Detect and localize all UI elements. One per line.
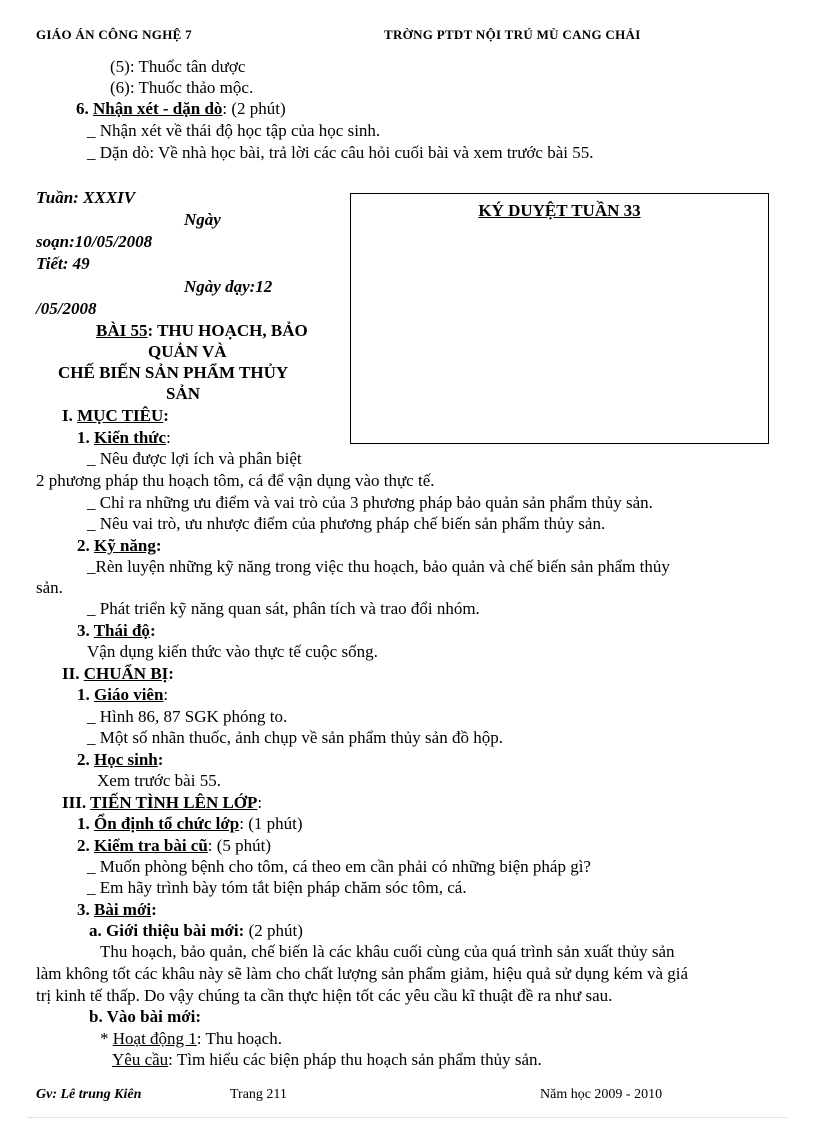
subsection-heading: a. Giới thiệu bài mới: (2 phút) [89,921,303,940]
text-line: _ Dặn dò: Về nhà học bài, trả lời các câu hỏi cuối bài và xem trước bài 55. [87,143,594,162]
teach-date: /05/2008 [36,299,97,318]
subsection-heading: 2. Kiểm tra bài cũ: (5 phút) [77,836,272,855]
subsection-heading: 1. Kiến thức: [77,428,171,447]
text-line: _ Chỉ ra những ưu điểm và vai trò của 3 phương pháp bảo quản sản phẩm thủy sản. [87,493,653,512]
section-heading: III. TIẾN TÌNH LÊN LỚP: [62,793,263,812]
text-line: _ Phát triển kỹ năng quan sát, phân tích và trao đổi nhóm. [87,599,480,618]
text-line: sản. [36,578,63,597]
text-line: _ Một số nhãn thuốc, ảnh chụp về sản phẩm thủy sản đồ hộp. [87,728,503,747]
section-heading: II. CHUẨN BỊ: [62,664,174,683]
text-line: _ Nhận xét về thái độ học tập của học sinh. [87,121,381,140]
text-line: Vận dụng kiến thức vào thực tế cuộc sống. [87,642,378,661]
paragraph-line: làm không tốt các khâu này sẽ làm cho chất lượng sản phẩm giảm, hiệu quả sử dụng kém và giá [36,964,689,983]
text-line: _ Nêu vai trò, ưu nhược điểm của phương pháp chế biến sản phẩm thủy sản. [87,514,606,533]
text-line: 2 phương pháp thu hoạch tôm, cá để vận dụng vào thực tế. [36,471,435,490]
requirement-line: Yêu cầu: Tìm hiểu các biện pháp thu hoạch sản phẩm thủy sản. [112,1050,542,1069]
footer-year: Năm học 2009 - 2010 [540,1087,663,1102]
subsection-heading: 2. Kỹ năng: [77,536,162,555]
header-left: GIÁO ÁN CÔNG NGHỆ 7 [36,27,192,42]
teach-date-label: Ngày dạy:12 [184,277,273,296]
section-heading: I. MỤC TIÊU: [62,406,169,425]
paragraph-line: Thu hoạch, bảo quản, chế biến là các khâu cuối cùng của quá trình sản xuất thủy sản [100,942,675,961]
approval-box-title: KÝ DUYỆT TUẦN 33 [478,201,641,220]
footer-page: Trang 211 [230,1087,287,1102]
text-line: _Rèn luyện những kỹ năng trong việc thu hoạch, bảo quản và chế biến sản phẩm thủy [87,557,670,576]
activity-heading: * Hoạt động 1: Thu hoạch. [100,1029,282,1048]
text-line: _ Nêu được lợi ích và phân biệt [87,449,302,468]
prep-date: soạn:10/05/2008 [36,232,153,251]
prep-date-label: Ngày [184,210,221,229]
week-label: Tuần: XXXIV [36,188,136,207]
lesson-title: CHẾ BIẾN SẢN PHẨM THỦY [58,363,289,382]
text-line: _ Muốn phòng bệnh cho tôm, cá theo em cần phải có những biện pháp gì? [87,857,591,876]
subsection-heading: 3. Thái độ: [77,621,156,640]
text-line: _ Hình 86, 87 SGK phóng to. [87,707,288,726]
period-label: Tiết: 49 [36,254,90,273]
text-line: Xem trước bài 55. [97,771,221,790]
subsection-heading: b. Vào bài mới: [89,1007,202,1026]
section-heading: 6. Nhận xét - dặn dò: (2 phút) [76,99,286,118]
subsection-heading: 1. Ổn định tổ chức lớp: (1 phút) [77,814,303,833]
header-right: TRỜNG PTDT NỘI TRÚ MÙ CANG CHẢI [384,27,641,42]
subsection-heading: 3. Bài mới: [77,900,157,919]
footer-author: Gv: Lê trung Kiên [36,1087,142,1102]
lesson-title: QUẢN VÀ [148,342,227,361]
footer-divider [28,1117,788,1118]
text-line: (6): Thuốc thảo mộc. [110,78,254,97]
approval-box [350,193,769,444]
paragraph-line: trị kinh tế thấp. Do vậy chúng ta cần thực hiện tốt các yêu cầu kĩ thuật đề ra như sau. [36,986,613,1005]
text-line: (5): Thuốc tân dược [110,57,246,76]
subsection-heading: 2. Học sinh: [77,750,164,769]
lesson-title: BÀI 55: THU HOẠCH, BẢO [96,321,308,340]
text-line: _ Em hãy trình bày tóm tắt biện pháp chăm sóc tôm, cá. [87,878,467,897]
lesson-title: SẢN [166,384,201,403]
subsection-heading: 1. Giáo viên: [77,685,169,704]
